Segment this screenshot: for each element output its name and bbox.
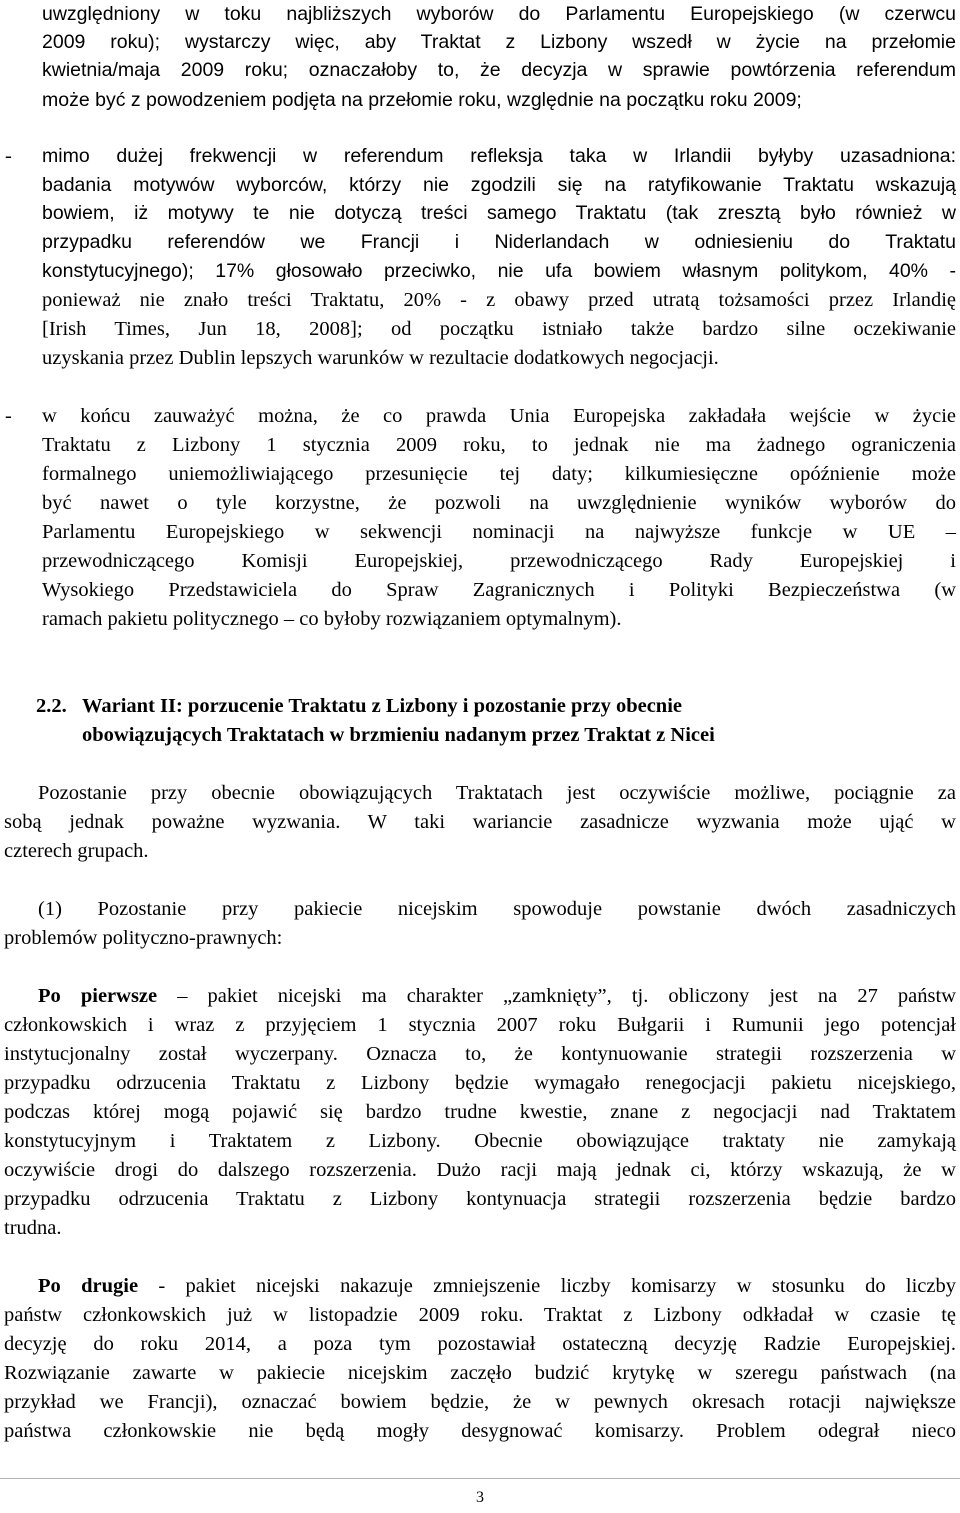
text-line: konstytucyjnym i Traktatem z Lizbony. Obecnie obowiązujące traktaty nie zamykają (4, 1130, 956, 1152)
text-line: w końcu zauważyć można, że co prawda Unia Europejska zakładała wejście w życie (42, 405, 956, 427)
text-line: badania motywów wyborców, którzy nie zgodzili się na ratyfikowanie Traktatu wskazują (42, 174, 956, 196)
text-line: instytucjonalny został wyczerpany. Oznacza to, że kontynuowanie strategii rozszerzenia w (4, 1043, 956, 1065)
text-line: sobą jednak poważne wyzwania. W taki wariancie zasadnicze wyzwania może ująć w (4, 811, 956, 833)
bullet-marker: - (5, 145, 12, 167)
bullet-marker: - (5, 405, 12, 427)
text-line (38, 982, 956, 1011)
text-line: uzyskania przez Dublin lepszych warunków w rezultacie dodatkowych negocjacji. (42, 347, 719, 369)
section-title-line: obowiązujących Traktatach w brzmieniu nadanym przez Traktat z Nicei (82, 724, 715, 746)
lead-term: Po drugie (38, 1275, 139, 1297)
section-title-line: Wariant II: porzucenie Traktatu z Lizbony i pozostanie przy obecnie (82, 695, 682, 717)
lead-continuation: - pakiet nicejski nakazuje zmniejszenie liczby komisarzy w stosunku do liczby (138, 1275, 957, 1297)
text-line: Rozwiązanie zawarte w pakiecie nicejskim zaczęło budzić krytykę w szeregu państwach (na (4, 1362, 956, 1384)
text-line: (1) Pozostanie przy pakiecie nicejskim spowoduje powstanie dwóch zasadniczych (38, 898, 956, 920)
text-line: bowiem, iż motywy te nie dotyczą treści samego Traktatu (tak zresztą było również w (42, 202, 956, 224)
text-line: przypadku odrzucenia Traktatu z Lizbony będzie wymagało renegocjacji pakietu nicejskiego, (4, 1072, 956, 1094)
page-number: 3 (476, 1489, 484, 1506)
text-line: problemów polityczno-prawnych: (4, 927, 283, 949)
text-line: mimo dużej frekwencji w referendum refleksja taka w Irlandii byłyby uzasadniona: (42, 145, 956, 167)
text-line: trudna. (4, 1217, 62, 1239)
footer-divider (0, 1478, 960, 1479)
text-line: 2009 roku); wystarczy więc, aby Traktat z Lizbony wszedł w życie na przełomie (42, 31, 956, 53)
text-line: przypadku odrzucenia Traktatu z Lizbony kontynuacja strategii rozszerzenia będzie bardzo (4, 1188, 956, 1210)
lead-term: Po pierwsze (38, 985, 158, 1007)
text-line: przypadku referendów we Francji i Niderlandach w odniesieniu do Traktatu (42, 231, 956, 253)
text-line: Parlamentu Europejskiego w sekwencji nominacji na najwyższe funkcje w UE – (42, 521, 956, 543)
text-line: Wysokiego Przedstawiciela do Spraw Zagranicznych i Polityki Bezpieczeństwa (w (42, 579, 956, 601)
text-line: oczywiście drogi do dalszego rozszerzenia. Dużo racji mają jednak ci, którzy wskazują, że w (4, 1159, 956, 1181)
lead-continuation: – pakiet nicejski ma charakter „zamknięty”, tj. obliczony jest na 27 państw (157, 985, 956, 1007)
text-line: konstytucyjnego); 17% głosowało przeciwko, nie ufa bowiem własnym politykom, 40% - (42, 260, 956, 282)
text-line: czterech grupach. (4, 840, 149, 862)
text-line: przewodniczącego Komisji Europejskiej, przewodniczącego Rady Europejskiej i (42, 550, 956, 572)
text-line: decyzję do roku 2014, a poza tym pozostawiał ostateczną decyzję Radzie Europejskiej. (4, 1333, 956, 1355)
text-line: [Irish Times, Jun 18, 2008]; od początku istniało także bardzo silne oczekiwanie (42, 318, 956, 340)
section-number: 2.2. (36, 695, 67, 717)
text-line: podczas której mogą pojawić się bardzo trudne kwestie, znane z negocjacji nad Traktatem (4, 1101, 956, 1123)
text-line: ponieważ nie znało treści Traktatu, 20% - z obawy przed utratą tożsamości przez Irlandię (42, 289, 956, 311)
text-line: państwa członkowskie nie będą mogły desygnować komisarzy. Problem odegrał nieco (4, 1420, 956, 1442)
text-line: Pozostanie przy obecnie obowiązujących Traktatach jest oczywiście możliwe, pociągnie za (38, 782, 956, 804)
text-line: uwzględniony w toku najbliższych wyborów do Parlamentu Europejskiego (w czerwcu (42, 3, 956, 25)
text-line (38, 1272, 956, 1301)
text-line: przykład we Francji), oznaczać bowiem będzie, że w pewnych okresach rotacji największe (4, 1391, 956, 1413)
text-line: może być z powodzeniem podjęta na przełomie roku, względnie na początku roku 2009; (42, 89, 802, 111)
text-line: formalnego uniemożliwiającego przesunięcie tej daty; kilkumiesięczne opóźnienie może (42, 463, 956, 485)
text-line: być nawet o tyle korzystne, że pozwoli na uwzględnienie wyników wyborów do (42, 492, 956, 514)
text-line: ramach pakietu politycznego – co byłoby rozwiązaniem optymalnym). (42, 608, 622, 630)
text-line: państw członkowskich już w listopadzie 2009 roku. Traktat z Lizbony odkładał w czasie tę (4, 1304, 956, 1326)
text-line: członkowskich i wraz z przyjęciem 1 stycznia 2007 roku Bułgarii i Rumunii jego potencjał (4, 1014, 956, 1036)
text-line: Traktatu z Lizbony 1 stycznia 2009 roku, to jednak nie ma żadnego ograniczenia (42, 434, 956, 456)
text-line: kwietnia/maja 2009 roku; oznaczałoby to, że decyzja w sprawie powtórzenia referendum (42, 59, 956, 81)
